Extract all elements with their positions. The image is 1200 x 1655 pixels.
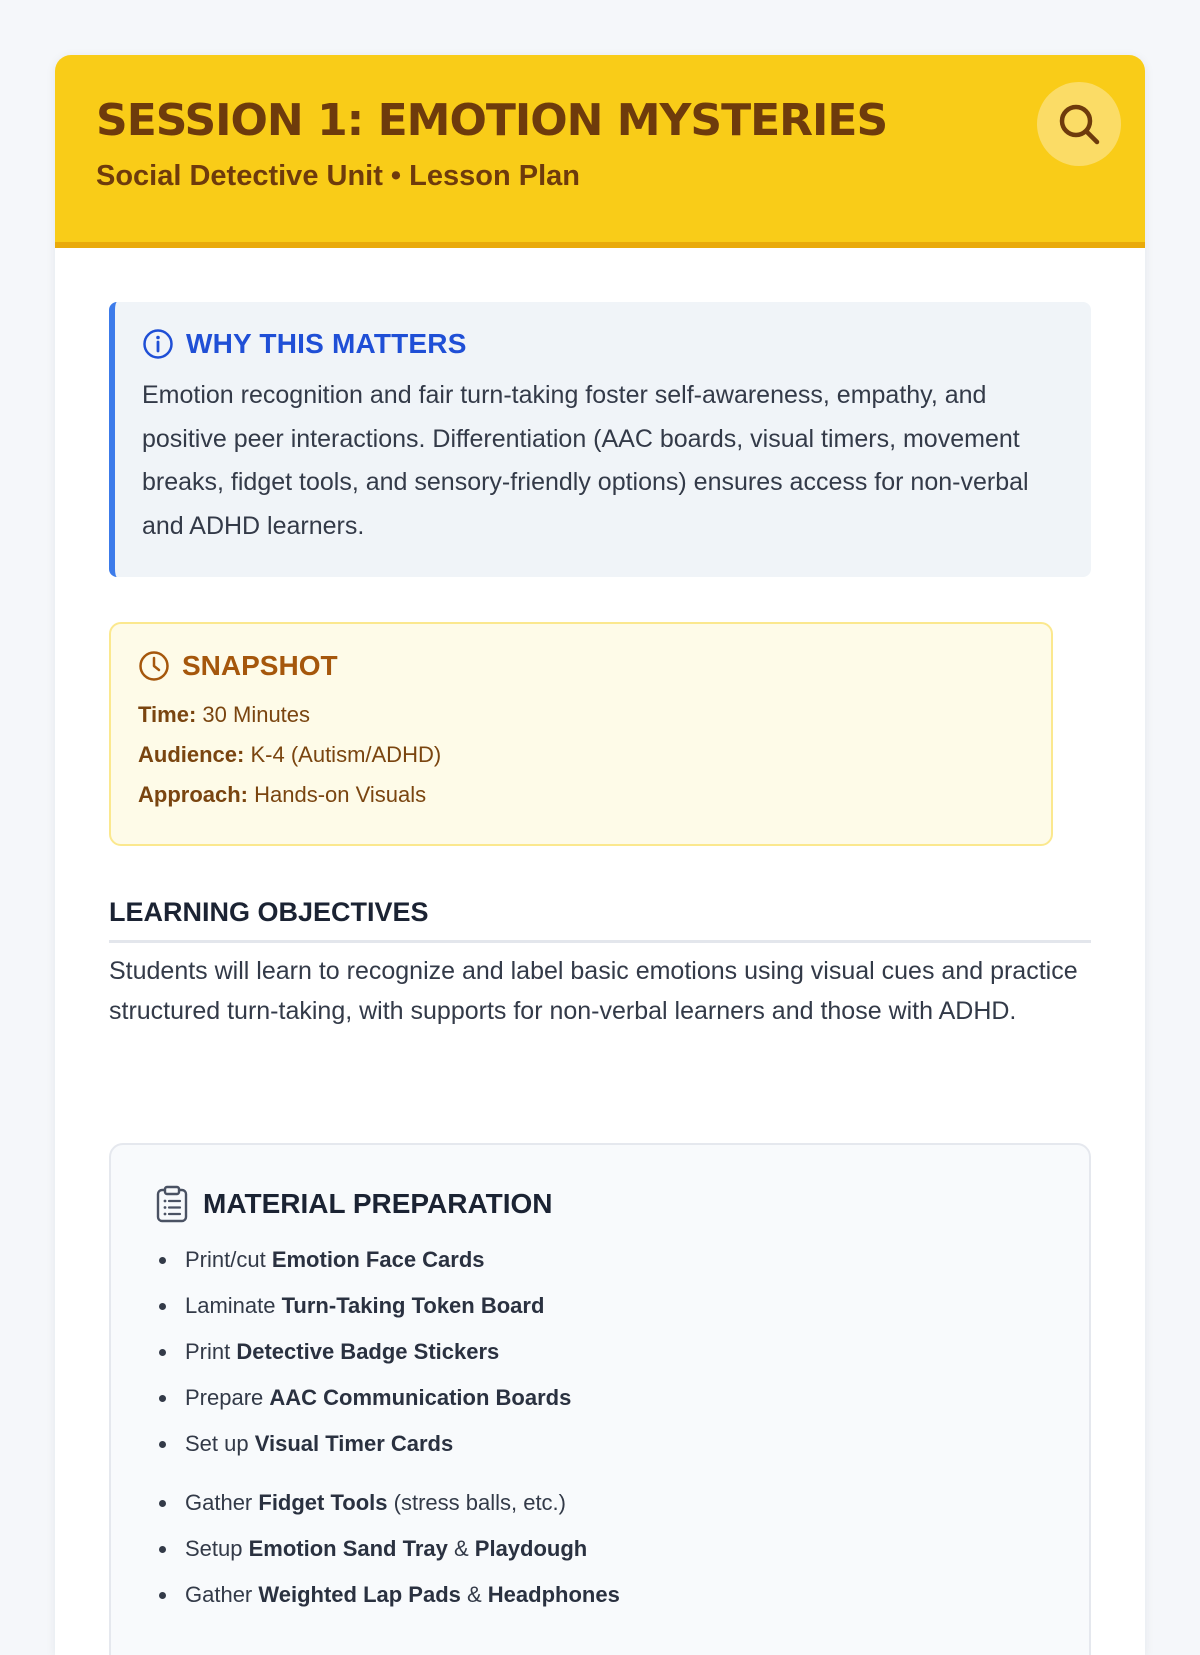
objectives-heading: LEARNING OBJECTIVES (109, 897, 1091, 943)
list-item (155, 1490, 1089, 1516)
item-text: & (447, 1536, 475, 1561)
item-text: Laminate (185, 1293, 282, 1318)
item-bold: Turn-Taking Token Board (281, 1293, 545, 1318)
item-text: Setup (185, 1536, 249, 1561)
item-bold: Headphones (487, 1582, 620, 1607)
item-text: Print (185, 1339, 237, 1364)
item-text: Prepare (185, 1385, 270, 1410)
snapshot-audience-label: Audience: (138, 742, 245, 767)
page-title: SESSION 1: EMOTION MYSTERIES (96, 95, 888, 146)
clock-icon (138, 650, 170, 682)
why-text: Emotion recognition and fair turn-taking foster self-awareness, empathy, and positive peer interactions. Differentiation (AAC boards, visual timers, movement breaks, fidget tools, and sensory-friendly options) ensures access for non-verbal and ADHD learners. (142, 381, 1029, 540)
snapshot-time-label: Time: (138, 702, 197, 727)
clipboard-icon (155, 1185, 189, 1223)
material-preparation-box (109, 1143, 1091, 1655)
item-bold: Weighted Lap Pads (258, 1582, 461, 1607)
item-bold: Emotion Sand Tray (248, 1536, 448, 1561)
objectives-text: Students will learn to recognize and label basic emotions using visual cues and practice structured turn-taking, with supports for non-verbal learners and those with ADHD. (109, 957, 1078, 1025)
list-item (155, 1339, 1089, 1365)
snapshot-audience (138, 742, 1051, 767)
snapshot-time (138, 702, 1051, 727)
item-bold: Detective Badge Stickers (236, 1339, 500, 1364)
list-item (155, 1536, 1089, 1562)
snapshot-approach (138, 782, 1051, 807)
item-bold: Playdough (474, 1536, 588, 1561)
list-item (155, 1293, 1089, 1319)
item-text: Set up (185, 1431, 255, 1456)
snapshot-heading: SNAPSHOT (182, 650, 338, 681)
info-icon (142, 328, 174, 360)
item-text: (stress balls, etc.) (387, 1490, 566, 1515)
list-item (155, 1582, 1089, 1608)
item-text: Print/cut (185, 1247, 272, 1272)
why-heading: WHY THIS MATTERS (186, 328, 467, 359)
item-text: Gather (185, 1490, 259, 1515)
materials-heading: MATERIAL PREPARATION (203, 1188, 553, 1219)
search-button[interactable] (1037, 82, 1121, 166)
item-bold: Visual Timer Cards (254, 1431, 454, 1456)
lesson-card (55, 55, 1145, 1655)
snapshot-box (109, 622, 1053, 846)
list-item (155, 1431, 1089, 1457)
item-bold: Fidget Tools (258, 1490, 388, 1515)
item-text: Gather (185, 1582, 259, 1607)
item-text: & (460, 1582, 488, 1607)
snapshot-approach-label: Approach: (138, 782, 248, 807)
list-item (155, 1385, 1089, 1411)
snapshot-approach-value: Hands-on Visuals (254, 782, 427, 807)
why-this-matters-callout (109, 302, 1091, 577)
item-bold: Emotion Face Cards (271, 1247, 485, 1272)
item-bold: AAC Communication Boards (269, 1385, 572, 1410)
lesson-header (55, 55, 1145, 248)
search-icon (1055, 100, 1103, 148)
snapshot-time-value: 30 Minutes (202, 702, 311, 727)
page-subtitle: Social Detective Unit • Lesson Plan (96, 160, 580, 192)
list-item (155, 1247, 1089, 1273)
materials-list (155, 1247, 1089, 1608)
snapshot-audience-value: K-4 (Autism/ADHD) (250, 742, 442, 767)
